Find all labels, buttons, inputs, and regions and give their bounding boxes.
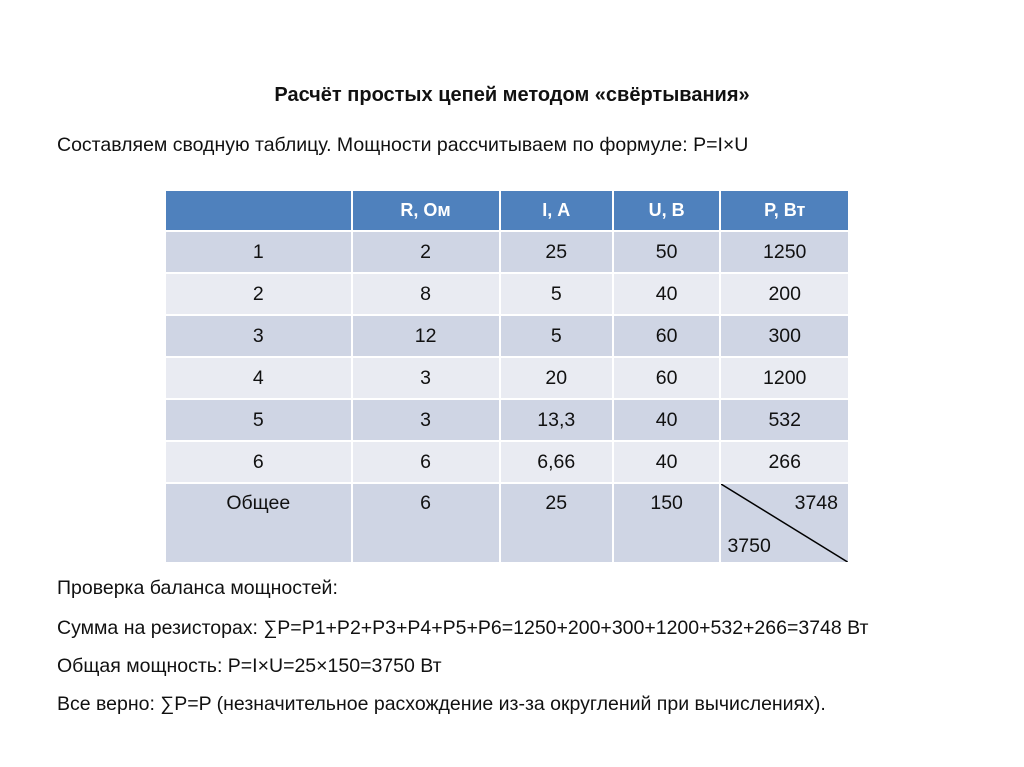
table-cell: 3 (165, 315, 352, 357)
table-cell: 200 (720, 273, 849, 315)
summary-table (164, 189, 850, 564)
header-cell: P, Вт (720, 190, 849, 231)
table-cell: 13,3 (500, 399, 613, 441)
table-cell: 8 (352, 273, 500, 315)
table-row (165, 357, 849, 399)
table-cell: 5 (500, 315, 613, 357)
header-cell: U, В (613, 190, 721, 231)
table-header-row (165, 190, 849, 231)
table-row (165, 315, 849, 357)
table-cell: 25 (500, 231, 613, 273)
check-heading: Проверка баланса мощностей: (57, 577, 338, 599)
table-cell: 1250 (720, 231, 849, 273)
total-p-sum: 3748 (794, 492, 838, 514)
intro-text: Составляем сводную таблицу. Мощности рассчитываем по формуле: P=I×U (57, 134, 749, 156)
table-cell: 6 (165, 441, 352, 483)
total-i: 25 (500, 483, 613, 563)
table-cell: 12 (352, 315, 500, 357)
table-row (165, 441, 849, 483)
table-cell: 3 (352, 357, 500, 399)
table-cell: 532 (720, 399, 849, 441)
table-cell: 1200 (720, 357, 849, 399)
header-cell: I, А (500, 190, 613, 231)
check-conclusion: Все верно: ∑P=P (незначительное расхождение из-за округлений при вычислениях). (57, 693, 826, 715)
slide-title: Расчёт простых цепей методом «свёртывания» (274, 84, 750, 106)
table-cell: 2 (165, 273, 352, 315)
table-cell: 3 (352, 399, 500, 441)
total-u: 150 (613, 483, 721, 563)
table-cell: 5 (165, 399, 352, 441)
total-p-diagonal-cell (720, 483, 849, 563)
table-cell: 40 (613, 441, 721, 483)
total-r: 6 (352, 483, 500, 563)
table-cell: 6,66 (500, 441, 613, 483)
total-label: Общее (165, 483, 352, 563)
table-cell: 1 (165, 231, 352, 273)
table-row (165, 231, 849, 273)
table-cell: 300 (720, 315, 849, 357)
table-cell: 6 (352, 441, 500, 483)
table-cell: 40 (613, 399, 721, 441)
table-cell: 50 (613, 231, 721, 273)
header-cell: R, Ом (352, 190, 500, 231)
table-row (165, 399, 849, 441)
table-cell: 60 (613, 357, 721, 399)
table-cell: 266 (720, 441, 849, 483)
table-cell: 40 (613, 273, 721, 315)
table-cell: 2 (352, 231, 500, 273)
table-total-row (165, 483, 849, 563)
table-cell: 20 (500, 357, 613, 399)
check-sum-line: Сумма на резисторах: ∑P=P1+P2+P3+P4+P5+P6=1250+200+300+1200+532+266=3748 Вт (57, 617, 869, 639)
table-cell: 4 (165, 357, 352, 399)
header-cell (165, 190, 352, 231)
table-cell: 60 (613, 315, 721, 357)
table-row (165, 273, 849, 315)
table-cell: 5 (500, 273, 613, 315)
total-p-total: 3750 (727, 535, 771, 557)
check-total-line: Общая мощность: P=I×U=25×150=3750 Вт (57, 655, 442, 677)
